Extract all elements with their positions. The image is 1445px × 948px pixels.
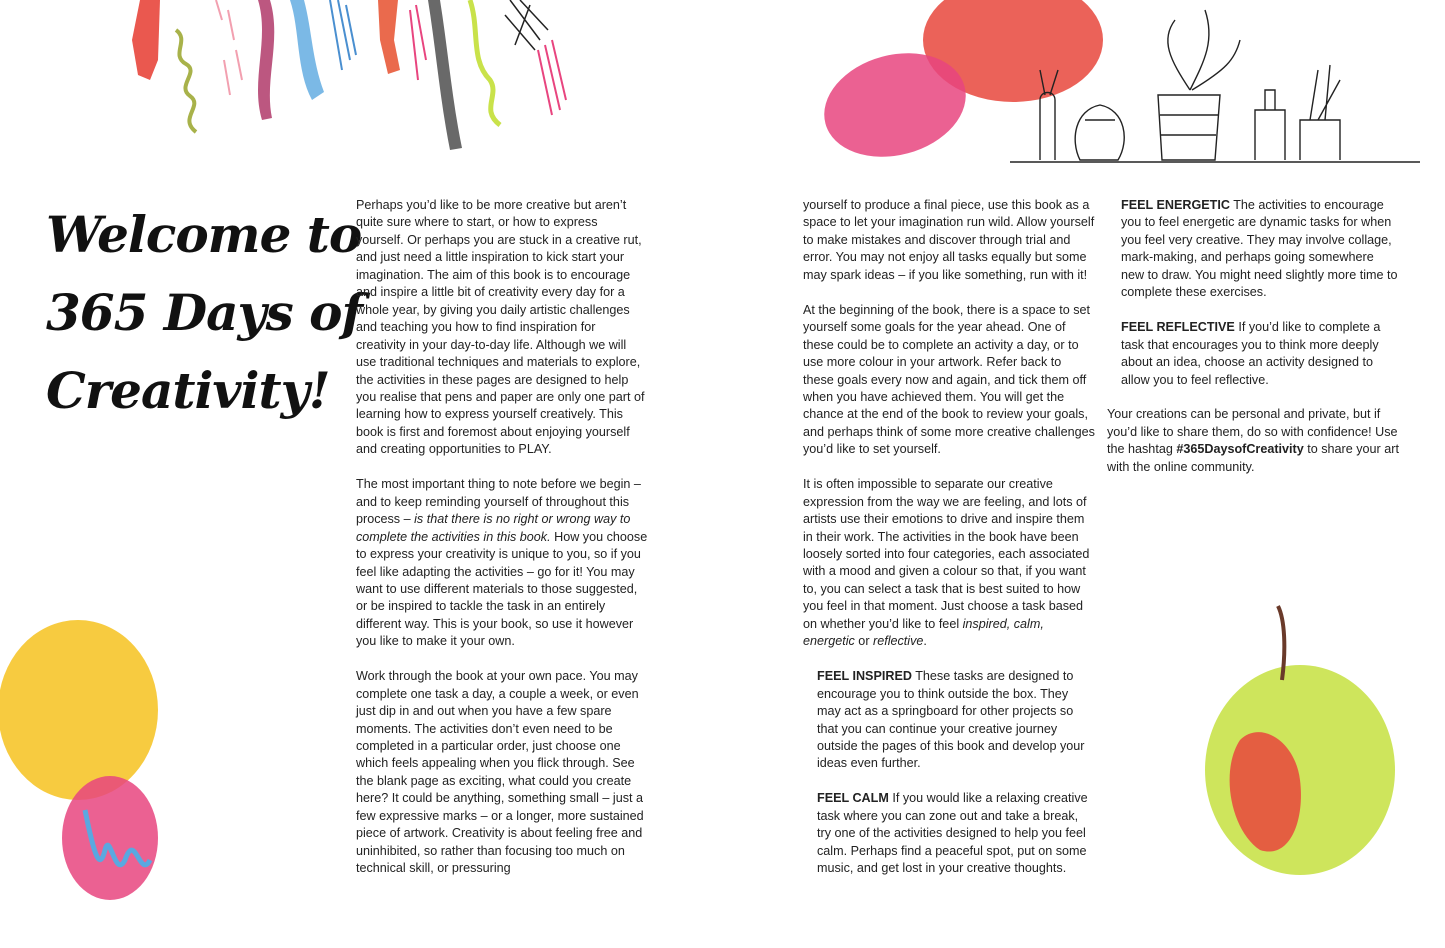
yellow-paint-blob	[0, 620, 158, 800]
text-column-3	[1107, 197, 1399, 494]
share-paragraph: Your creations can be personal and private, but if you’d like to share them, do so with confidence! Use the hashtag #365DaysofCreativity to share your art with the online community.	[1107, 407, 1399, 474]
page-title	[46, 196, 363, 430]
feel-calm-section: FEEL CALM If you would like a relaxing creative task where you can zone out and take a break, try one of the activities designed to help you feel calm. Perhaps find a peaceful spot, put on some music, and get lost in your creative thoughts.	[817, 791, 1088, 876]
title-line-3: Creativity!	[46, 361, 330, 420]
feel-inspired-section: FEEL INSPIRED These tasks are designed to encourage you to think outside the box. They may act as a springboard for other projects so that you can continue your creative journey outside the pages of this book and develop your ideas even further.	[817, 669, 1085, 771]
feel-reflective-section: FEEL REFLECTIVE If you’d like to complete a task that encourages you to think more deeply about an idea, choose an activity designed to allow you to feel reflective.	[1121, 320, 1381, 387]
brush-strokes-illustration	[132, 0, 566, 150]
title-line-2: 365 Days of	[46, 283, 363, 342]
title-line-1: Welcome to	[46, 205, 362, 264]
feel-inspired-heading: FEEL INSPIRED	[817, 669, 912, 684]
feel-energetic-heading: FEEL ENERGETIC	[1121, 198, 1230, 212]
feel-energetic-section: FEEL ENERGETIC The activities to encourage you to feel energetic are dynamic tasks for when you feel very creative. They may involve collage, mark-making, and perhaps going somewhere new to draw. You might need slightly more time to complete these exercises.	[1121, 198, 1398, 300]
text-column-1	[356, 197, 648, 895]
paragraph: Work through the book at your own pace. You may complete one task a day, a couple a week, or even just dip in and out when you have a few spare moments. The activities don’t even need to be completed in a particular order, just choose one which feels appealing when you flick through. See the blank page as exciting, what could you create here? It could be anything, something small – just a few expressive marks – or a longer, more sustained piece of artwork. Creativity is about feeling free and uninhibited, so rather than focusing too much on technical skill, or pressuring	[356, 669, 644, 876]
apple-illustration	[1205, 606, 1395, 875]
hashtag: #365DaysofCreativity	[1176, 442, 1304, 457]
feel-reflective-heading: FEEL REFLECTIVE	[1121, 320, 1235, 335]
paragraph: The most important thing to note before we begin – and to keep reminding yourself of throughout this process – is that there is no right or wrong way to complete the activities in this book. How you choose to express your creativity is unique to you, so if you feel like adapting the activities – go for it! You may want to use different materials to those suggested, or be inspired to tackle the task in an entirely different way. This is your book, so use it however you like to make it your own.	[356, 477, 648, 649]
pink-paint-blob-small	[62, 776, 158, 900]
text-column-2	[803, 197, 1095, 895]
paragraph: At the beginning of the book, there is a space to set yourself some goals for the year ahead. One of these could be to complete an activity a day, or to use more colour in your artwork. Refer back to these goals every now and again, and tick them off when you have achieved them. You will get the chance at the end of the book to review your goals, and perhaps think of some more creative challenges you’d like to set yourself.	[803, 302, 1095, 457]
paragraph: Perhaps you’d like to be more creative but aren’t quite sure where to start, or how to express yourself. Or perhaps you are stuck in a creative rut, and just need a little inspiration to kick start your imagination. The aim of this book is to encourage and inspire a little bit of creativity every day for a whole year, by giving you daily artistic challenges and teaching you how to find inspiration for creativity in your day-to-day life. Although we will use traditional techniques and materials to explore, the activities in these pages are designed to help you realise that pens and paper are only one part of learning how to express yourself creatively. This book is first and foremost about enjoying yourself and creating opportunities to PLAY.	[356, 198, 645, 457]
paragraph: yourself to produce a final piece, use this book as a space to let your imagination run wild. Allow yourself to make mistakes and discover through trial and error. You may not enjoy all tasks equally but some may spark ideas – if you like something, run with it!	[803, 198, 1095, 282]
paragraph: It is often impossible to separate our creative expression from the way we are feeling, and lots of artists use their emotions to drive and inspire them in their work. The activities in the book have been loosely sorted into four categories, each associated with a mood and given a colour so that, if you want to, you can select a task that is best suited to how you feel in that moment. Just choose a task based on whether you’d like to feel inspired, calm, energetic or reflective.	[803, 477, 1090, 649]
feel-calm-heading: FEEL CALM	[817, 791, 889, 806]
